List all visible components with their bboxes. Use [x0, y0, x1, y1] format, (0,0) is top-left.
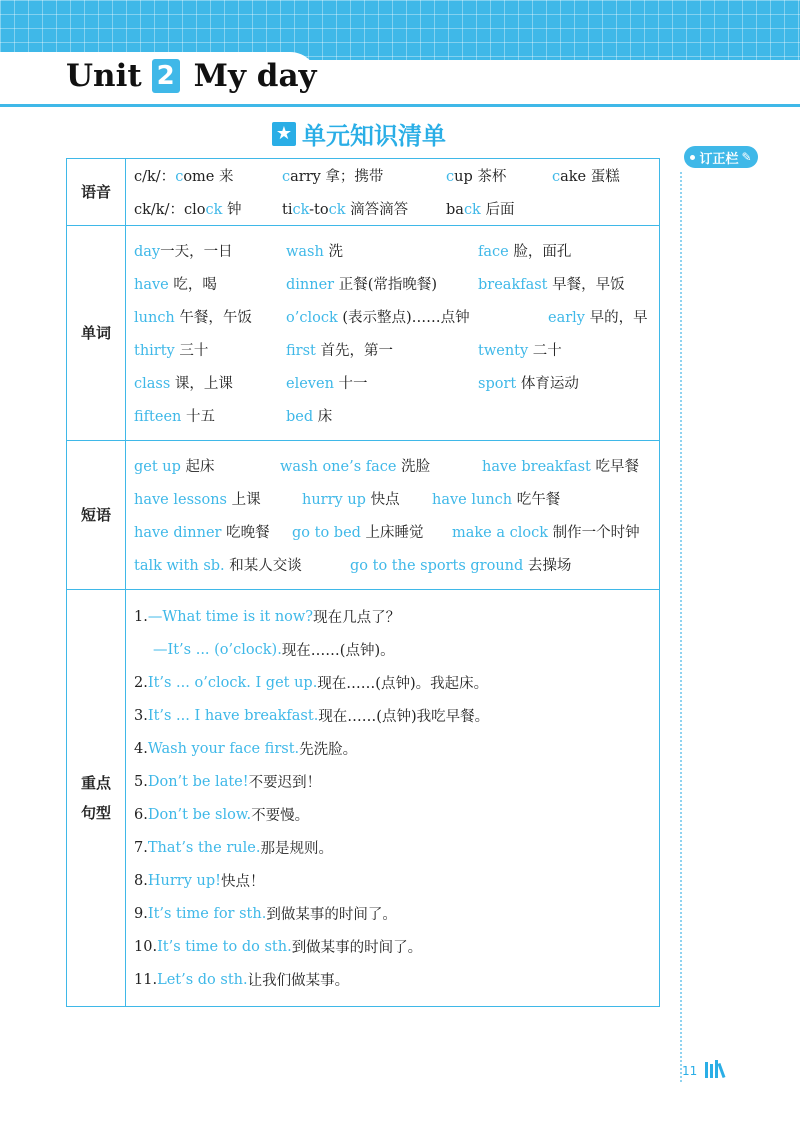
sentence-item: 2. It’s ... o’clock. I get up. 现在……(点钟)。我起床。 — [134, 674, 489, 692]
word-item: lunch 午餐，午饭 — [134, 310, 252, 326]
phrase-line — [134, 449, 653, 482]
sentence-item: 4. Wash your face first. 先洗脸。 — [134, 740, 358, 758]
word-line — [134, 300, 653, 333]
bullet-dot-icon — [690, 155, 695, 160]
phrase-item: make a clock 制作一个时钟 — [452, 525, 640, 541]
phrase-item: have dinner 吃晚餐 — [134, 525, 270, 541]
word-line — [134, 234, 653, 267]
sentence-item: 9. It’s time for sth. 到做某事的时间了。 — [134, 905, 397, 923]
books-icon — [705, 1060, 723, 1078]
words-content — [126, 226, 660, 441]
phrase-item: get up 起床 — [134, 459, 215, 475]
phonics-label: 语音 — [67, 159, 126, 226]
phrases-row — [67, 441, 660, 590]
sentence-item: 10. It’s time to do sth. 到做某事的时间了。 — [134, 938, 423, 956]
word-line — [134, 366, 653, 399]
phonics-item: c/k/：come 来 — [134, 169, 234, 185]
phrase-item: go to the sports ground 去操场 — [350, 558, 572, 574]
sentence-item: 6. Don’t be slow. 不要慢。 — [134, 806, 310, 824]
word-item: o’clock (表示整点)……点钟 — [286, 310, 470, 326]
phrase-item: hurry up 快点 — [302, 492, 400, 508]
sentence-item: 11. Let’s do sth. 让我们做某事。 — [134, 971, 350, 989]
pencil-icon: ✎ — [741, 150, 752, 164]
word-item: sport 体育运动 — [478, 376, 579, 392]
sentences-label — [67, 590, 126, 1007]
phrase-item: have breakfast 吃早餐 — [482, 459, 639, 475]
correction-column-divider — [680, 172, 682, 1082]
star-icon: ★ — [272, 122, 296, 146]
phonics-item: carry 拿；携带 — [282, 169, 384, 185]
word-item: fifteen 十五 — [134, 409, 215, 425]
phrase-item: go to bed 上床睡觉 — [292, 525, 424, 541]
word-item: bed 床 — [286, 409, 333, 425]
section-title — [272, 116, 446, 151]
word-item: dinner 正餐(常指晚餐) — [286, 277, 438, 293]
sentence-item: 1. —What time is it now? 现在几点了？ — [134, 608, 401, 626]
sentence-item: 3. It’s ... I have breakfast. 现在……(点钟)我吃早餐。 — [134, 707, 490, 725]
phonics-item: cup 茶杯 — [446, 169, 507, 185]
unit-word: Unit — [66, 58, 142, 94]
word-item: day一天，一日 — [134, 244, 233, 260]
header-grid-pattern — [0, 0, 800, 60]
word-item: breakfast 早餐，早饭 — [478, 277, 625, 293]
word-item: have 吃，喝 — [134, 277, 217, 293]
correction-badge — [684, 146, 758, 168]
knowledge-table — [66, 158, 660, 1007]
unit-number-badge: 2 — [152, 59, 180, 93]
word-line — [134, 267, 653, 300]
phonics-line — [134, 192, 653, 225]
sentences-label-line1: 重点 — [80, 774, 111, 792]
phrase-line — [134, 515, 653, 548]
word-item: wash 洗 — [286, 244, 343, 260]
sentence-item: 7. That’s the rule. 那是规则。 — [134, 839, 333, 857]
word-item: face 脸，面孔 — [478, 244, 572, 260]
phonics-item: cake 蛋糕 — [552, 169, 620, 185]
words-row — [67, 226, 660, 441]
phrases-content — [126, 441, 660, 590]
phrase-item: wash one’s face 洗脸 — [280, 459, 431, 475]
section-title-text: 单元知识清单 — [302, 122, 446, 150]
phrase-item: have lessons 上课 — [134, 492, 261, 508]
phrase-item: talk with sb. 和某人交谈 — [134, 558, 302, 574]
word-item: class 课，上课 — [134, 376, 233, 392]
page-number-text: 11 — [682, 1064, 698, 1078]
sentence-item: —It’s ... (o’clock). 现在……(点钟)。 — [153, 641, 395, 659]
word-item: twenty 二十 — [478, 343, 562, 359]
sentences-label-line2: 句型 — [80, 804, 111, 822]
word-item: early 早的，早 — [548, 310, 648, 326]
phonics-row — [67, 159, 660, 226]
sentences-row — [67, 590, 660, 1007]
word-item: thirty 三十 — [134, 343, 209, 359]
word-item: first 首先，第一 — [286, 343, 393, 359]
word-item: eleven 十一 — [286, 376, 368, 392]
phonics-item: tick-tock 滴答滴答 — [282, 202, 409, 218]
sentence-item: 8. Hurry up! 快点！ — [134, 872, 265, 890]
phrase-item: have lunch 吃午餐 — [432, 492, 561, 508]
page-number — [682, 1060, 723, 1078]
phonics-content — [126, 159, 660, 226]
phonics-item: ck/k/：clock 钟 — [134, 202, 242, 218]
word-line — [134, 399, 653, 432]
unit-title-text: My day — [193, 58, 317, 94]
phonics-item: back 后面 — [446, 202, 515, 218]
correction-label: 订正栏 — [699, 151, 739, 167]
sentences-content — [126, 590, 660, 1007]
word-line — [134, 333, 653, 366]
sentence-item: 5. Don’t be late! 不要迟到！ — [134, 773, 322, 791]
header-underline — [0, 104, 800, 107]
phrases-label: 短语 — [67, 441, 126, 590]
phrase-line — [134, 548, 653, 581]
phonics-line — [134, 159, 653, 192]
unit-title — [66, 58, 317, 94]
words-label: 单词 — [67, 226, 126, 441]
phrase-line — [134, 482, 653, 515]
